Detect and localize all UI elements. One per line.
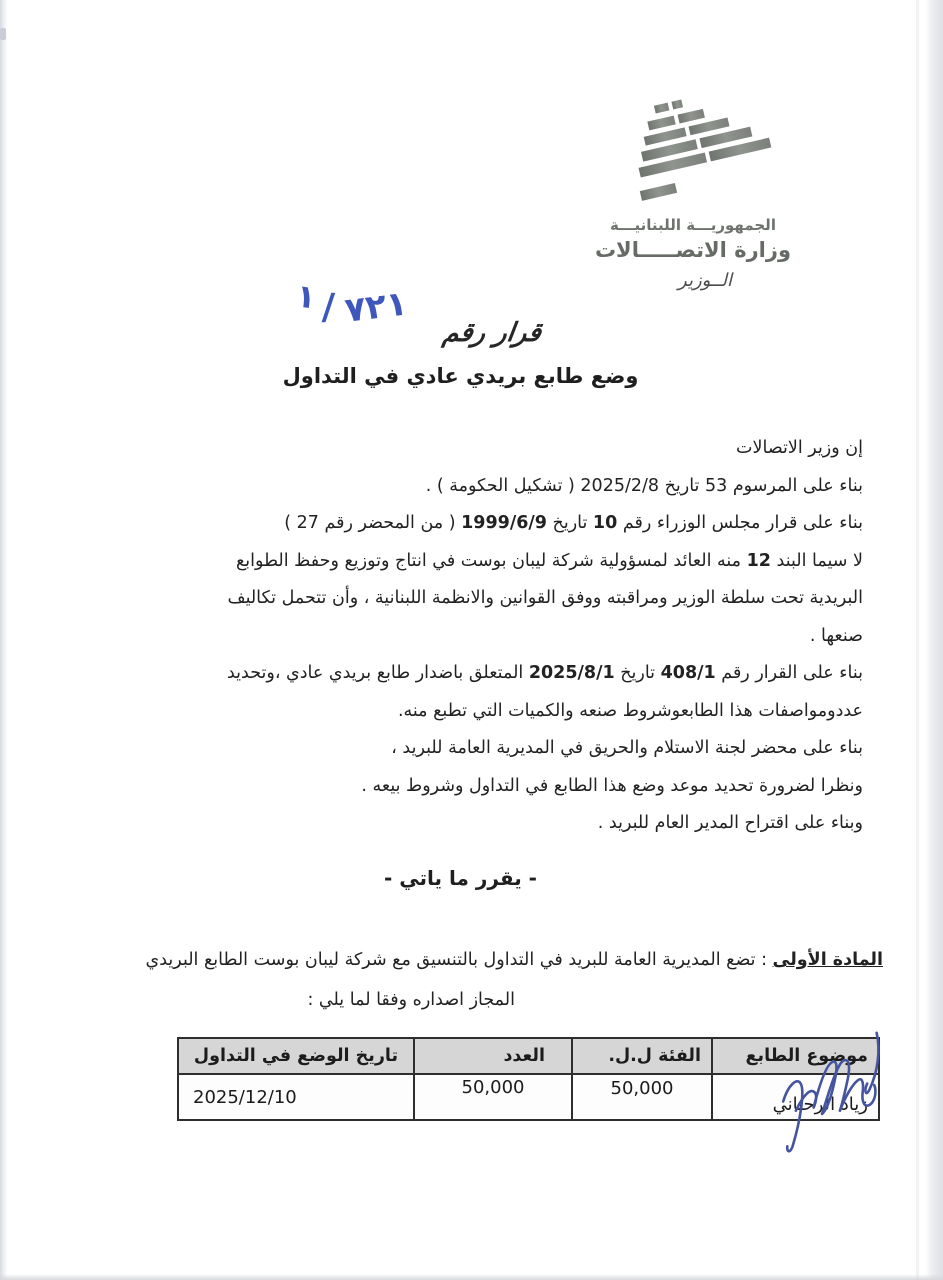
- preamble-paragraphs: [70, 430, 863, 843]
- body-line: البريدية تحت سلطة الوزير ومراقبته ووفق القوانين والانظمة اللبنانية ، وأن تتحمل تكاليف: [227, 588, 863, 608]
- document-title: وضع طابع بريدي عادي في التداول: [282, 364, 639, 388]
- cell-denomination: 50,000: [572, 1074, 712, 1120]
- header-denomination: الفئة ل.ل.: [572, 1038, 712, 1074]
- body-line: بناء على المرسوم 53 تاريخ 2025/2/8 ( تشكيل الحكومة ) .: [425, 475, 863, 496]
- article-one-label: المادة الأولى: [772, 950, 883, 970]
- article-one-text: تضع المديرية العامة للبريد في التداول بالتنسيق مع شركة ليبان بوست الطابع البريدي: [145, 950, 756, 970]
- body-line: بناء على القرار رقم 408/1 تاريخ 2025/8/1 المتعلق باضدار طابع بريدي عادي ،وتحديد: [226, 663, 863, 683]
- decision-number-main: ٧٢١: [342, 283, 410, 331]
- government-header: [586, 86, 800, 291]
- header-quantity: العدد: [414, 1038, 572, 1074]
- cell-circulation-date: 2025/12/10: [178, 1074, 414, 1120]
- decision-number-slash: /: [321, 286, 335, 329]
- body-line: صنعها .: [809, 625, 863, 646]
- body-line: ونظرا لضرورة تحديد موعد وضع هذا الطابع في التداول وشروط بيعه .: [361, 775, 863, 796]
- article-one-separator: :: [755, 950, 773, 970]
- body-line: إن وزير الاتصالات: [736, 438, 863, 458]
- cedar-logo-icon: [600, 86, 786, 214]
- body-line: لا سيما البند 12 منه العائد لمسؤولية شركة ليبان بوست في انتاج وتوزيع وحفظ الطوابع: [235, 550, 863, 571]
- body-line: بناء على قرار مجلس الوزراء رقم 10 تاريخ 1999/6/9 ( من المحضر رقم 27 ): [284, 513, 863, 533]
- body-line: عددومواصفات هذا الطابعوشروط صنعه والكميات التي تطبع منه.: [397, 700, 863, 721]
- scan-right-fold-line: [916, 0, 919, 1280]
- header-circulation-date: تاريخ الوضع في التداول: [178, 1038, 414, 1074]
- scan-right-edge: [925, 0, 943, 1280]
- article-one: [55, 940, 883, 1020]
- republic-name: الجمهوريـــة اللبنانيـــة: [610, 216, 776, 234]
- scan-bottom-edge: [0, 1274, 943, 1280]
- body-line: وبناء على اقتراح المدير العام للبريد .: [597, 813, 863, 833]
- handwritten-decision-number: [296, 278, 410, 337]
- decision-number-suffix: ١: [294, 276, 319, 317]
- minister-title: الــوزير: [678, 270, 732, 291]
- cell-quantity: 50,000: [414, 1074, 572, 1120]
- handwritten-signature: [768, 1018, 903, 1153]
- cell-stamp-subject: زياد الرحباني: [712, 1074, 879, 1120]
- article-one-line2: المجاز اصداره وفقا لما يلي :: [307, 990, 515, 1010]
- header-stamp-subject: موضوع الطابع: [712, 1038, 879, 1074]
- scan-left-edge: [0, 0, 8, 1280]
- decision-number-label: قرار رقم: [440, 318, 544, 348]
- ministry-name: وزارة الاتصـــــالات: [594, 238, 792, 262]
- scan-artifact-speck: [0, 28, 6, 40]
- article-one-line1: [55, 940, 883, 980]
- body-line: بناء على محضر لجنة الاستلام والحريق في المديرية العامة للبريد ،: [391, 738, 863, 758]
- decree-heading: - يقرر ما ياتي -: [384, 866, 537, 890]
